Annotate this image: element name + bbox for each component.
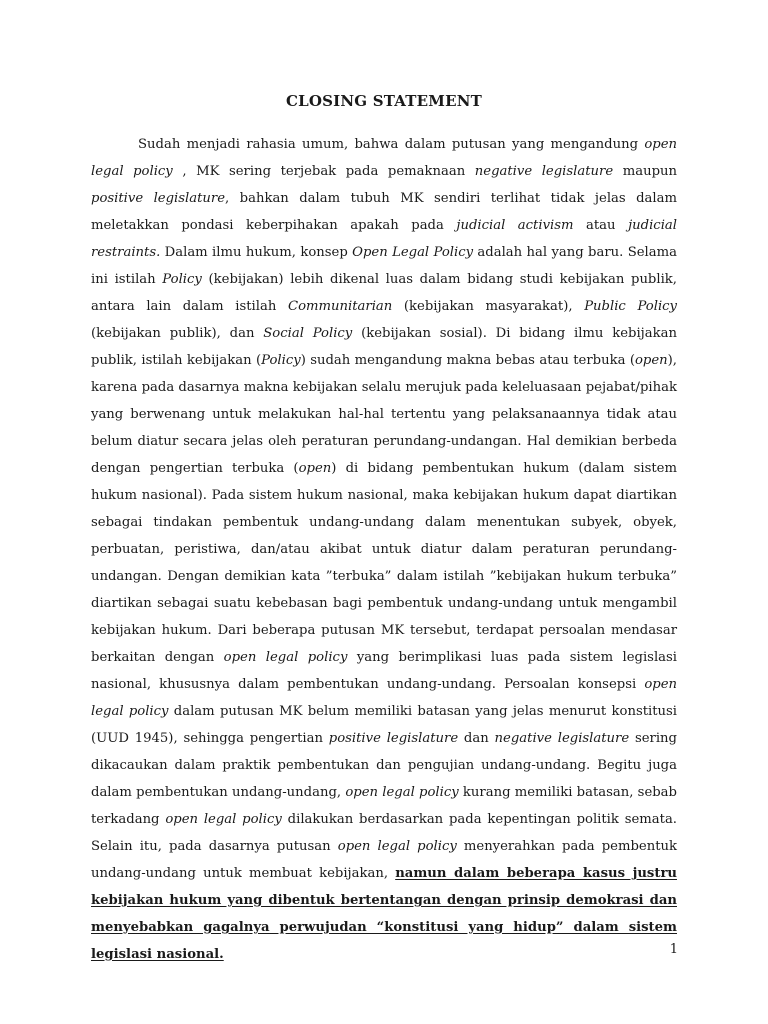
emphasized-conclusion: namun dalam beberapa kasus justru kebijakan hukum yang dibentuk bertentangan dengan prinsip demokrasi dan menyebabkan gagalnya perwujudan “konstitusi yang hidup” dalam sistem legislasi nasional.	[91, 866, 677, 962]
text-run: , bahkan dalam tubuh MK sendiri terlihat tidak jelas dalam meletakkan pondasi keberpihakan apakah pada	[91, 191, 677, 233]
italic-term: positive legislature	[91, 191, 226, 206]
text-run: dalam putusan MK belum memiliki batasan yang jelas menurut konstitusi (UUD 1945), sehingga pengertian	[91, 704, 678, 746]
italic-term: open legal policy	[91, 137, 677, 179]
text-run: adalah hal yang baru. Selama ini istilah	[91, 245, 677, 287]
italic-term: Communitarian	[287, 299, 393, 314]
text-run: sering dikacaukan dalam praktik pembentukan dan pengujian undang-undang. Begitu juga dalam pembentukan undang-undang,	[91, 731, 677, 800]
text-run: menyerahkan pada pembentuk undang-undang untuk membuat kebijakan,	[91, 839, 677, 881]
italic-term: Open Legal Policy	[352, 245, 474, 260]
text-run: yang berimplikasi luas pada sistem legislasi nasional, khususnya dalam pembentukan undang-undang. Persoalan konsepsi	[91, 650, 678, 692]
body-paragraph	[91, 131, 677, 968]
italic-term: negative legislature	[474, 164, 614, 179]
text-run: Sudah menjadi rahasia umum, bahwa dalam putusan yang mengandung	[138, 137, 645, 152]
italic-term: open legal policy	[337, 839, 457, 854]
italic-term: judicial restraints.	[91, 218, 677, 260]
italic-term: open	[298, 461, 332, 476]
italic-term: open legal policy	[345, 785, 459, 800]
italic-term: Social Policy	[263, 326, 353, 341]
italic-term: open legal policy	[165, 812, 282, 827]
text-run: kurang memiliki batasan, sebab terkadang	[91, 785, 677, 827]
text-run: (kebijakan publik), dan	[91, 326, 264, 341]
italic-term: judicial activism	[456, 218, 574, 233]
text-run: dan	[458, 731, 495, 746]
text-run: ) di bidang pembentukan hukum (dalam sistem hukum nasional). Pada sistem hukum nasional, maka kebijakan hukum dapat diartikan sebagai tindakan pembentuk undang-undang dalam menentukan subyek, obyek, perbuatan, peristiwa, dan/atau akibat untuk diatur dalam peraturan perundang-undangan. Dengan demikian kata ”terbuka” dalam istilah ”kebijakan hukum terbuka” diartikan sebagai suatu kebebasan bagi pembentuk undang-undang untuk mengambil kebijakan hukum. Dari beberapa putusan MK tersebut, terdapat persoalan mendasar berkaitan dengan	[91, 461, 677, 665]
italic-term: Public Policy	[584, 299, 677, 314]
text-run: (kebijakan sosial). Di bidang ilmu kebijakan publik, istilah kebijakan (	[91, 326, 677, 368]
italic-term: Policy	[162, 272, 202, 287]
text-run: ) sudah mengandung makna bebas atau terbuka (	[300, 353, 635, 368]
text-run: ), karena pada dasarnya makna kebijakan selalu merujuk pada keleluasaan pejabat/pihak yang berwenang untuk melakukan hal-hal tertentu yang pelaksanaannya tidak atau belum diatur secara jelas oleh peraturan perundang-undangan. Hal demikian berbeda dengan pengertian terbuka (	[91, 353, 677, 476]
text-run: , MK sering terjebak pada pemaknaan	[172, 164, 475, 179]
italic-term: open legal policy	[91, 677, 677, 719]
italic-term: negative legislature	[494, 731, 630, 746]
page-title: CLOSING STATEMENT	[285, 92, 483, 110]
italic-term: positive legislature	[328, 731, 459, 746]
text-run: maupun	[613, 164, 678, 179]
page-number: 1	[669, 942, 678, 957]
italic-term: open legal policy	[223, 650, 348, 665]
text-run: (kebijakan) lebih dikenal luas dalam bidang studi kebijakan publik, antara lain dalam istilah	[91, 272, 677, 314]
italic-term: Policy	[261, 353, 301, 368]
text-run: (kebijakan masyarakat),	[392, 299, 585, 314]
text-run: Dalam ilmu hukum, konsep	[160, 245, 353, 260]
text-run: dilakukan berdasarkan pada kepentingan politik semata. Selain itu, pada dasarnya putusan	[91, 812, 677, 854]
text-run: atau	[573, 218, 629, 233]
italic-term: open	[634, 353, 668, 368]
